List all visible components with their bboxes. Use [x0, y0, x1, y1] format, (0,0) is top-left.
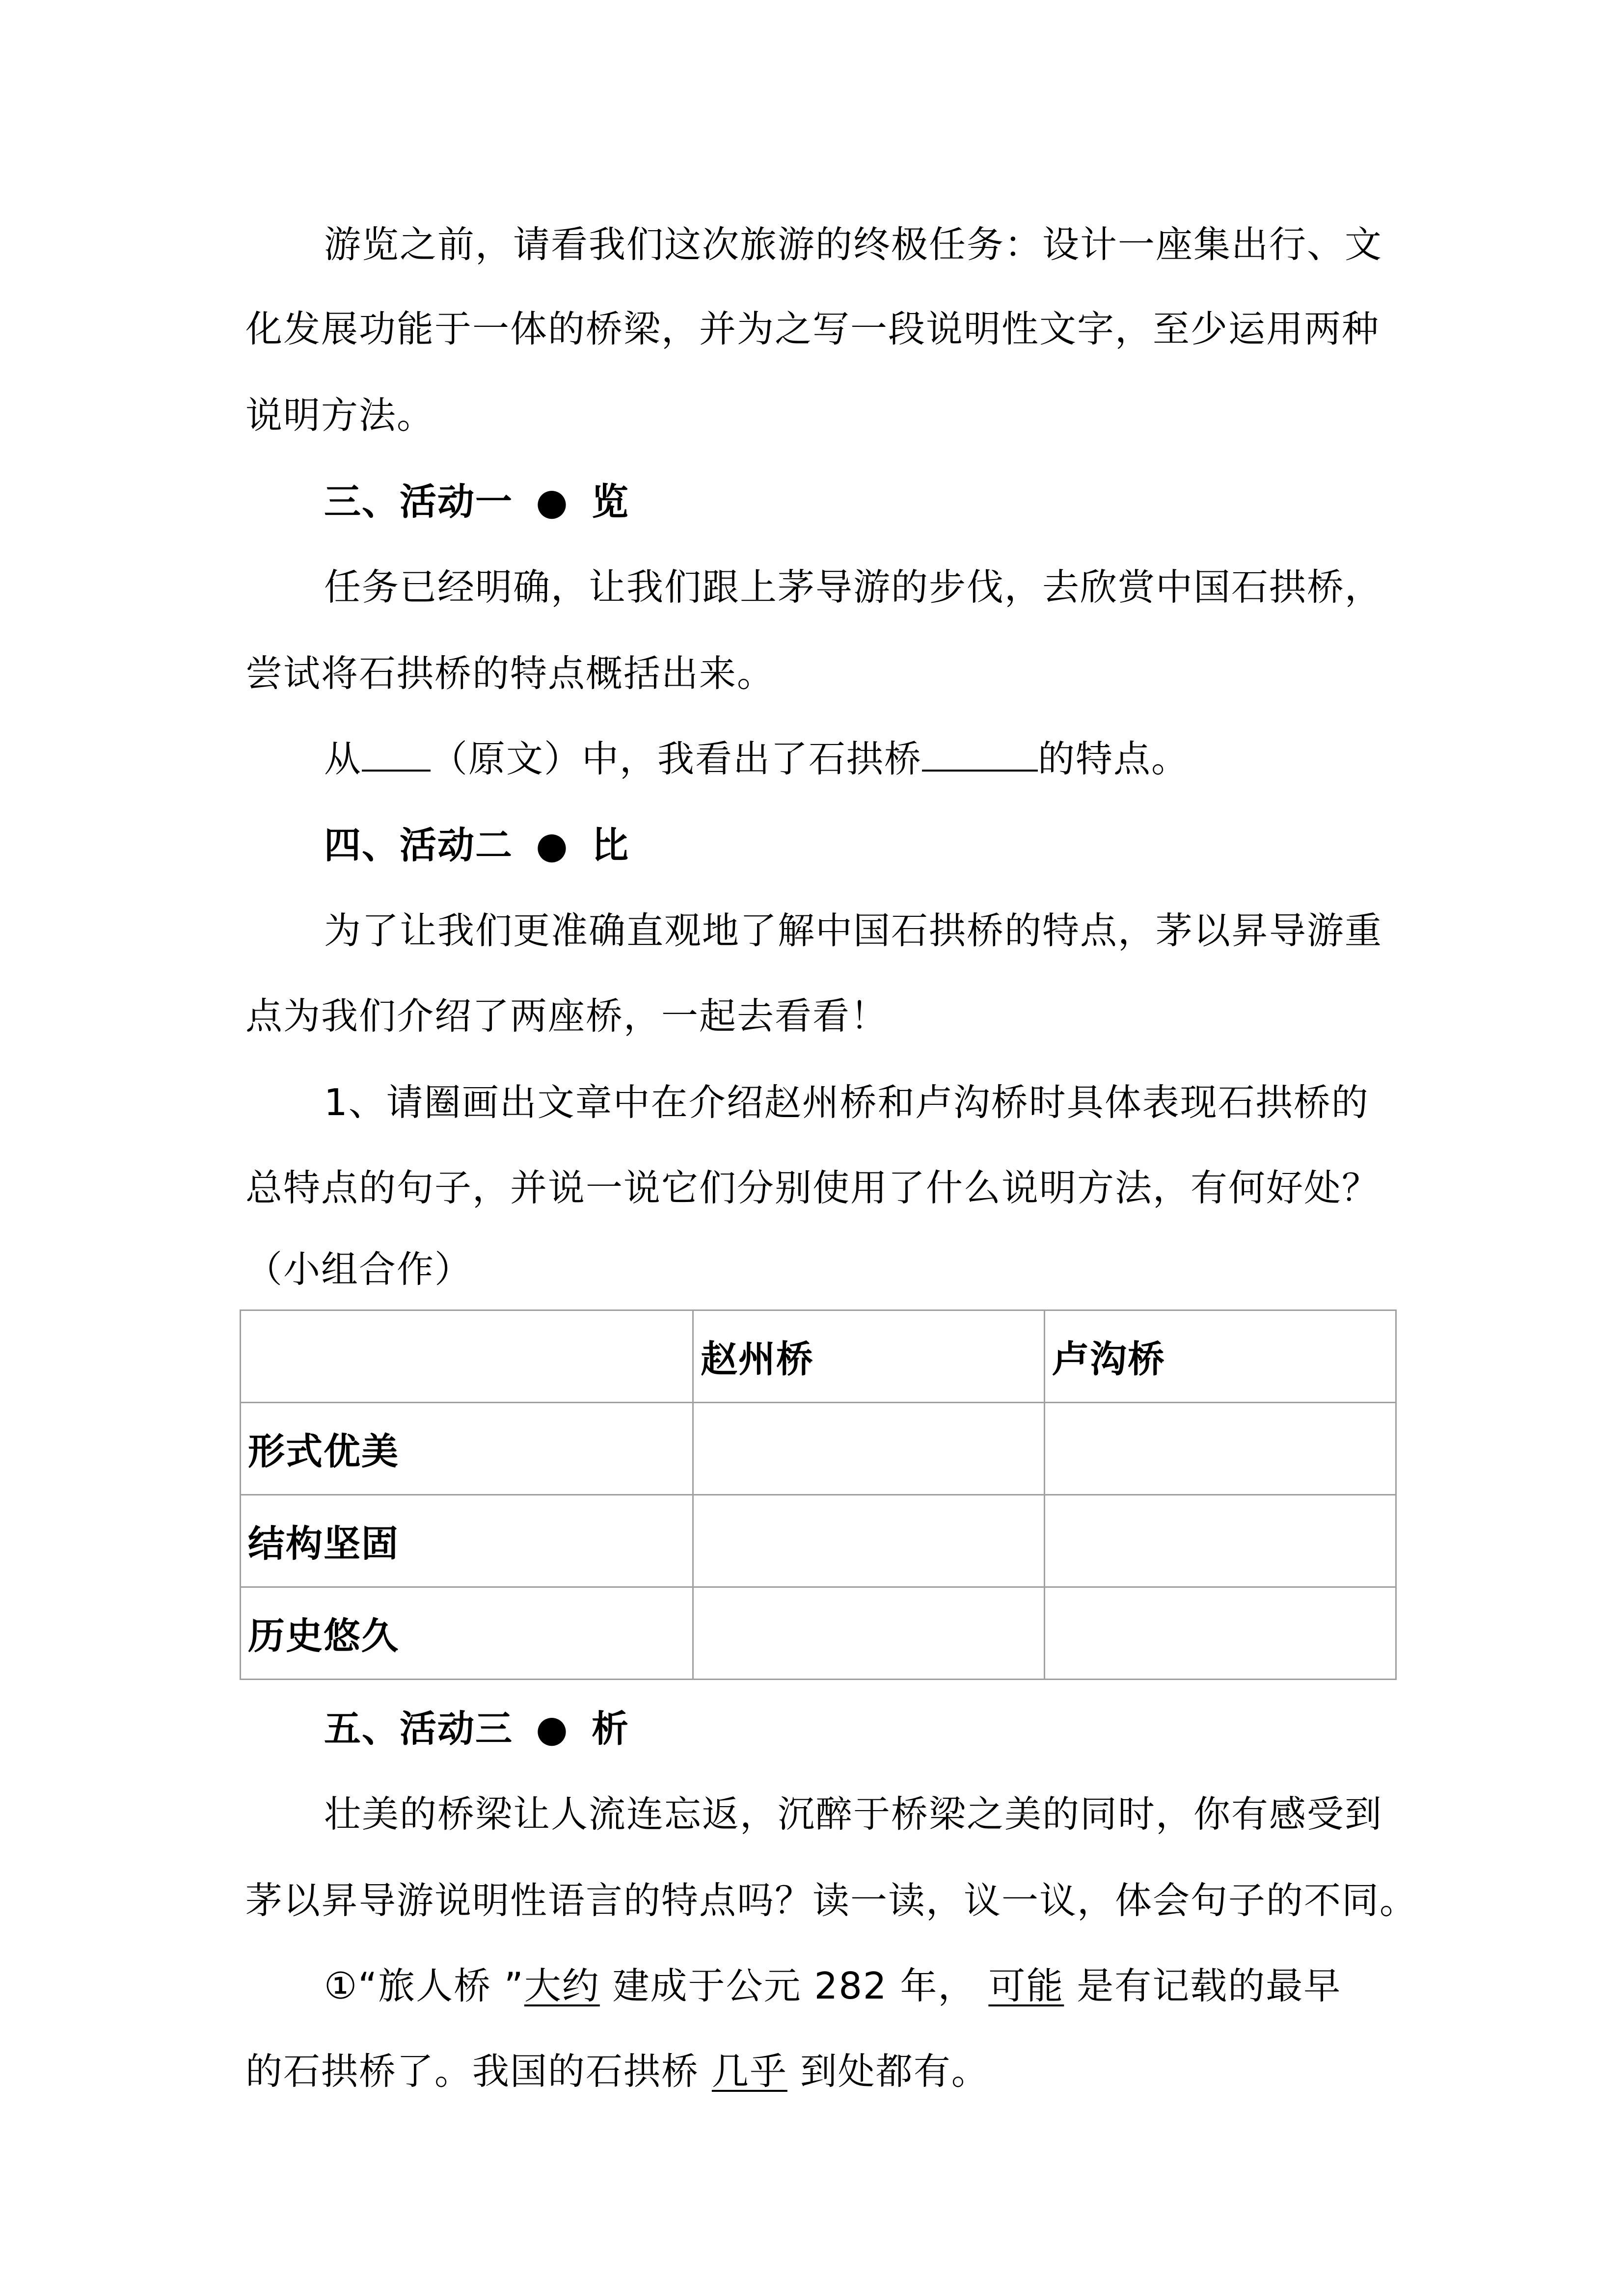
- table-row: [241, 1495, 1396, 1587]
- section-3-keyword: 览: [592, 480, 630, 523]
- example-1-line-2: [245, 2047, 989, 2096]
- intro-line-1: 游览之前，请看我们这次旅游的终极任务：设计一座集出行、文: [324, 223, 1383, 266]
- bullet-icon: ●: [536, 824, 569, 867]
- section-4-line-2: 点为我们介绍了两座桥，一起去看看！: [245, 994, 889, 1038]
- bullet-icon: ●: [536, 1707, 569, 1750]
- section-5-line-1: 壮美的桥梁让人流连忘返，沉醉于桥梁之美的同时，你有感受到: [324, 1792, 1383, 1836]
- section-4-heading: [324, 821, 629, 870]
- section-4-keyword: 比: [592, 824, 630, 867]
- blank-feature[interactable]: [922, 735, 1038, 772]
- section-5-title: 五、活动三: [324, 1707, 514, 1750]
- table-cell[interactable]: [693, 1403, 1045, 1495]
- task-1-line-1: 1、请圈画出文章中在介绍赵州桥和卢沟桥时具体表现石拱桥的: [324, 1081, 1369, 1124]
- table-header-row: [241, 1310, 1396, 1403]
- example-1-line-1: [324, 1961, 1341, 2010]
- example-text: 建成于公元 282 年，: [612, 1964, 976, 2007]
- table-cell[interactable]: [1045, 1495, 1396, 1587]
- underlined-word: 几乎: [711, 2050, 787, 2093]
- table-cell[interactable]: [693, 1495, 1045, 1587]
- section-3-line-2: 尝试将石拱桥的特点概括出来。: [245, 652, 775, 695]
- section-3-heading: [324, 477, 629, 526]
- section-4-line-1: 为了让我们更准确直观地了解中国石拱桥的特点，茅以昇导游重: [324, 909, 1383, 952]
- section-4-title: 四、活动二: [324, 824, 514, 867]
- comparison-table: [240, 1309, 1397, 1680]
- section-3-title: 三、活动一: [324, 480, 514, 523]
- fill-text-c: 的特点。: [1038, 737, 1190, 780]
- table-header-cell: 赵州桥: [693, 1310, 1045, 1403]
- row-label: 历史悠久: [241, 1587, 693, 1680]
- section-5-heading: [324, 1704, 629, 1753]
- fill-in-sentence: [324, 734, 1189, 783]
- underlined-word: 大约: [524, 1964, 600, 2007]
- task-1-line-3: （小组合作）: [245, 1248, 473, 1291]
- underlined-word: 可能: [988, 1964, 1064, 2007]
- row-label: 形式优美: [241, 1403, 693, 1495]
- table-cell[interactable]: [1045, 1587, 1396, 1680]
- example-text: 的石拱桥了。我国的石拱桥: [245, 2050, 700, 2093]
- table-cell[interactable]: [693, 1587, 1045, 1680]
- table-header-cell: [241, 1310, 693, 1403]
- example-text: ①“旅人桥 ”: [324, 1964, 524, 2007]
- intro-line-2: 化发展功能于一体的桥梁，并为之写一段说明性文字，至少运用两种: [245, 307, 1380, 350]
- fill-text-a: 从: [324, 737, 362, 780]
- bullet-icon: ●: [536, 480, 569, 523]
- example-text: 到处都有。: [800, 2050, 989, 2093]
- task-1-line-2: 总特点的句子，并说一说它们分别使用了什么说明方法，有何好处？: [245, 1166, 1380, 1209]
- table-row: [241, 1587, 1396, 1680]
- row-label: 结构坚固: [241, 1495, 693, 1587]
- table-header-cell: 卢沟桥: [1045, 1310, 1396, 1403]
- example-text: 是有记载的最早: [1077, 1964, 1342, 2007]
- section-3-line-1: 任务已经明确，让我们跟上茅导游的步伐，去欣赏中国石拱桥，: [324, 565, 1383, 609]
- blank-original-text[interactable]: [362, 735, 431, 772]
- section-5-line-2: 茅以昇导游说明性语言的特点吗？读一读，议一议，体会句子的不同。: [245, 1879, 1418, 1922]
- table-cell[interactable]: [1045, 1403, 1396, 1495]
- fill-text-b: （原文）中，我看出了石拱桥: [431, 737, 922, 780]
- table-row: [241, 1403, 1396, 1495]
- section-5-keyword: 析: [592, 1707, 630, 1750]
- intro-line-3: 说明方法。: [245, 394, 435, 437]
